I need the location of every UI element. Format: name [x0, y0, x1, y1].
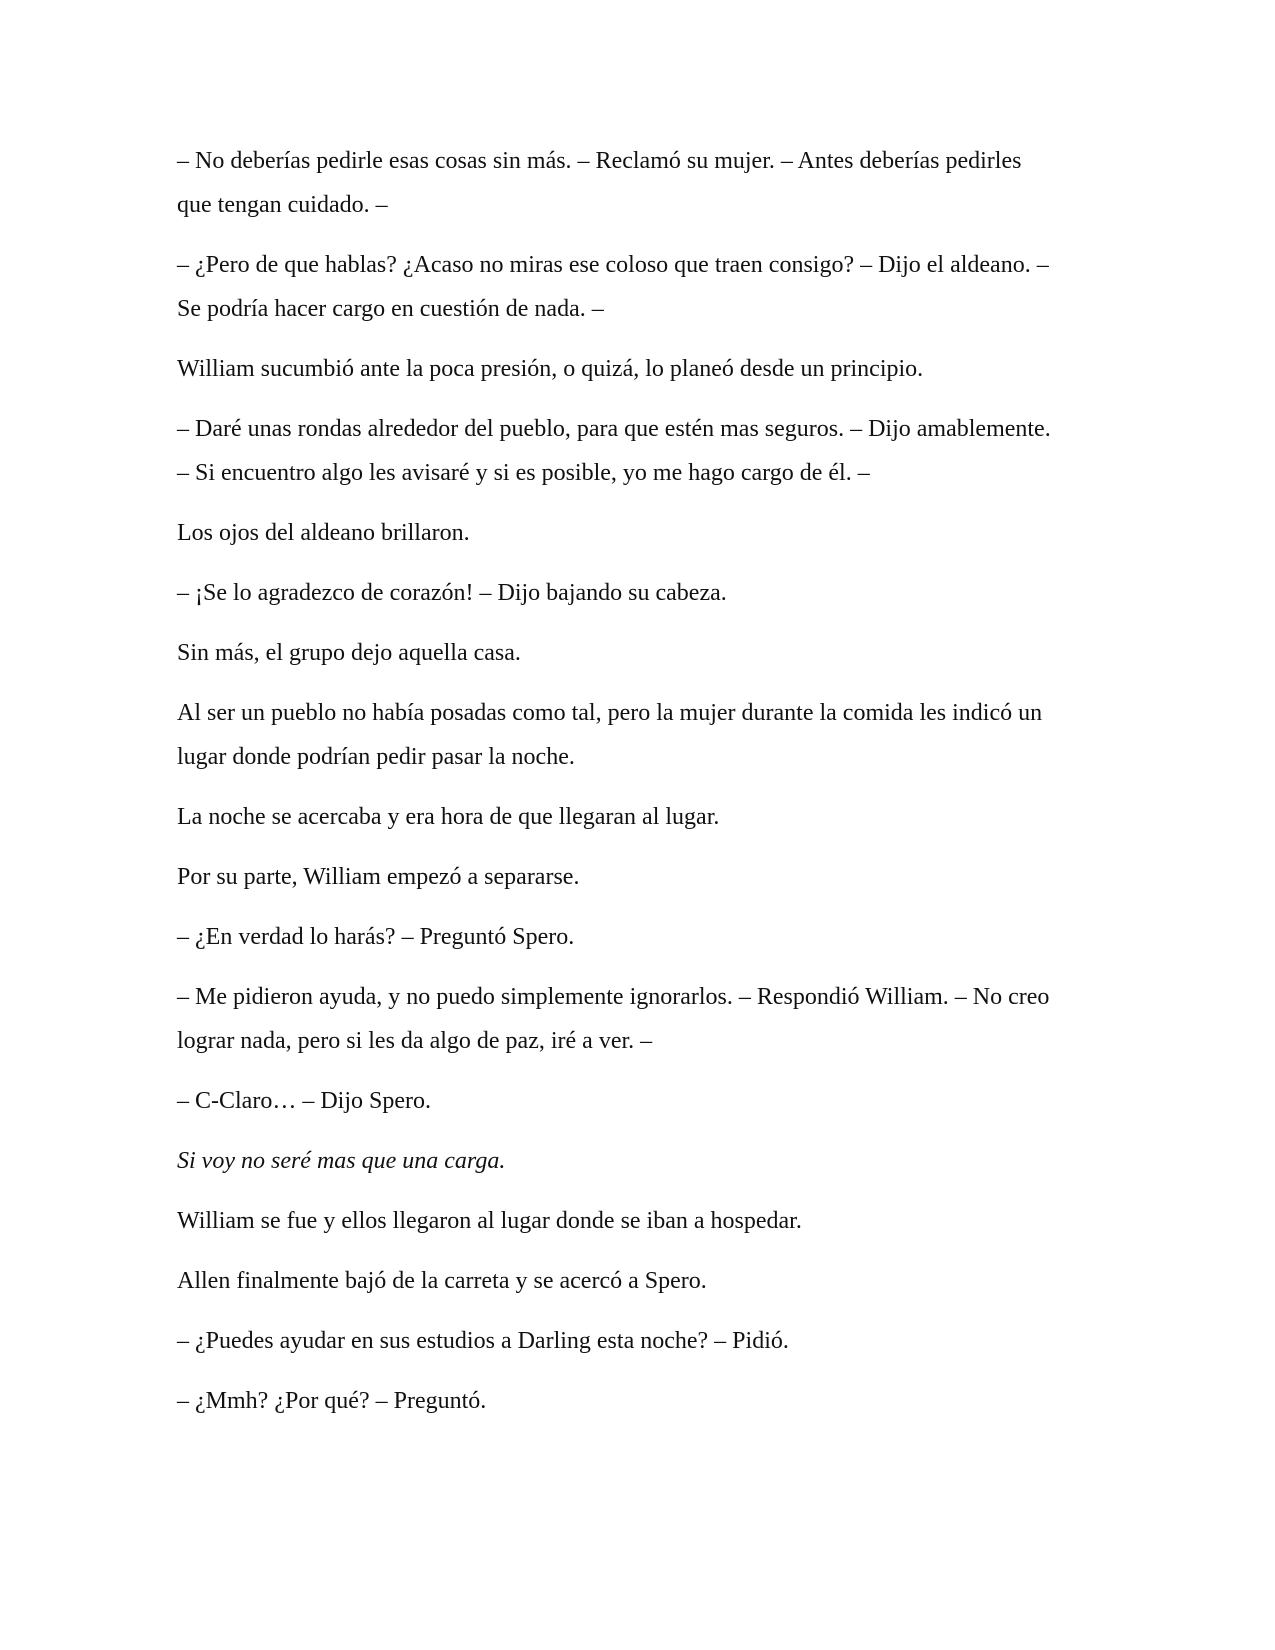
paragraph: Al ser un pueblo no había posadas como tal, pero la mujer durante la comida les indicó un lugar donde podrían pedir pasar la noche. [177, 700, 1043, 770]
paragraph: William sucumbió ante la poca presión, o quizá, lo planeó desde un principio. [177, 356, 924, 382]
paragraph: – Me pidieron ayuda, y no puedo simplemente ignorarlos. – Respondió William. – No creo lograr nada, pero si les da algo de paz, iré a ver. – [177, 984, 1050, 1054]
paragraph: Sin más, el grupo dejo aquella casa. [177, 640, 521, 666]
paragraph: Allen finalmente bajó de la carreta y se acercó a Spero. [177, 1268, 707, 1294]
document-body [177, 139, 1097, 1439]
paragraph: – ¡Se lo agradezco de corazón! – Dijo bajando su cabeza. [177, 580, 727, 606]
paragraph: – ¿Mmh? ¿Por qué? – Preguntó. [177, 1388, 487, 1414]
paragraph: – Daré unas rondas alrededor del pueblo, para que estén mas seguros. – Dijo amablemente. – Si encuentro algo les avisaré y si es posible, yo me hago cargo de él. – [177, 416, 1051, 486]
paragraph: La noche se acercaba y era hora de que llegaran al lugar. [177, 804, 720, 830]
paragraph: – No deberías pedirle esas cosas sin más. – Reclamó su mujer. – Antes deberías pedirles que tengan cuidado. – [177, 148, 1022, 218]
paragraph: – ¿Puedes ayudar en sus estudios a Darling esta noche? – Pidió. [177, 1328, 789, 1354]
paragraph: – ¿Pero de que hablas? ¿Acaso no miras ese coloso que traen consigo? – Dijo el aldeano. – Se podría hacer cargo en cuestión de nada. – [177, 252, 1049, 322]
paragraph: – ¿En verdad lo harás? – Preguntó Spero. [177, 924, 575, 950]
paragraph: William se fue y ellos llegaron al lugar donde se iban a hospedar. [177, 1208, 802, 1234]
italic-thought-paragraph: Si voy no seré mas que una carga. [177, 1148, 506, 1174]
paragraph: Por su parte, William empezó a separarse. [177, 864, 580, 890]
paragraph: Los ojos del aldeano brillaron. [177, 520, 470, 546]
paragraph: – C-Claro… – Dijo Spero. [177, 1088, 431, 1114]
